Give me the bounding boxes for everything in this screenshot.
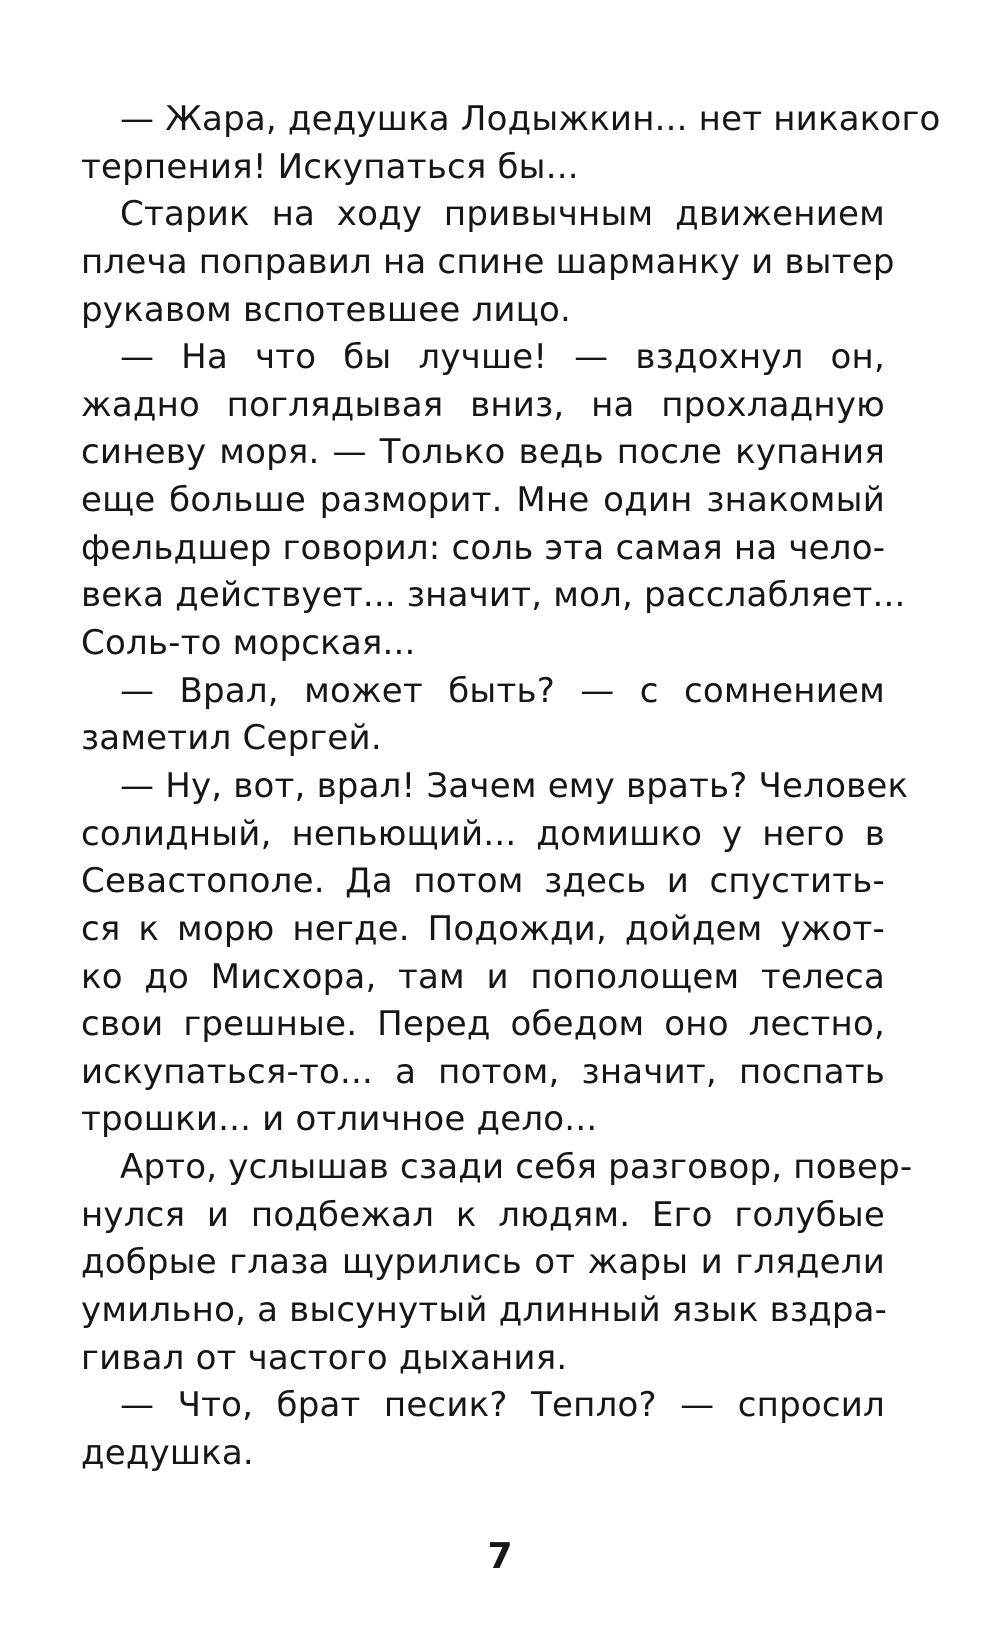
text-line: еще больше разморит. Мне один знакомый: [81, 480, 885, 521]
text-line: фельдшер говорил: соль эта самая на чело-: [81, 527, 886, 568]
text-line: — Ну, вот, врал! Зачем ему врать? Человек: [120, 765, 909, 806]
page-number: 7: [487, 1536, 513, 1577]
text-line: — Что, брат песик? Тепло? — спросил: [120, 1385, 885, 1426]
text-line: нулся и подбежал к людям. Его голубые: [81, 1194, 885, 1235]
text-line: терпения! Искупаться бы...: [81, 146, 579, 187]
text-line: Арто, услышав сзади себя разговор, повер-: [120, 1147, 913, 1188]
text-line: заметил Сергей.: [81, 718, 382, 759]
text-line: века действует... значит, мол, расслабляет...: [81, 575, 906, 616]
text-line: — На что бы лучше! — вздохнул он,: [120, 337, 885, 378]
text-line: свои грешные. Перед обедом оно лестно,: [81, 1004, 885, 1045]
text-line: — Жара, дедушка Лодыжкин... нет никакого: [120, 99, 941, 139]
text-line: гивал от частого дыхания.: [81, 1337, 568, 1378]
text-line: Старик на ходу привычным движением: [120, 194, 885, 235]
text-line: трошки... и отличное дело...: [81, 1099, 598, 1140]
text-line: плеча поправил на спине шарманку и вытер: [81, 241, 895, 282]
text-line: Соль-то морская...: [81, 623, 416, 664]
text-line: добрые глаза щурились от жары и глядели: [81, 1242, 885, 1283]
text-line: умильно, а высунутый длинный язык вздра-: [81, 1290, 888, 1331]
text-line: жадно поглядывая вниз, на прохладную: [81, 384, 885, 425]
text-line: рукавом вспотевшее лицо.: [81, 289, 572, 330]
text-line: синеву моря. — Только ведь после купания: [81, 432, 885, 473]
text-line: дедушка.: [81, 1432, 254, 1473]
body-text: [81, 96, 941, 1478]
text-line: ко до Мисхора, там и пополощем телеса: [81, 956, 885, 997]
text-line: искупаться-то... а потом, значит, поспать: [81, 1051, 885, 1092]
text-line: — Врал, может быть? — с сомнением: [120, 670, 885, 711]
text-line: Севастополе. Да потом здесь и спустить-: [81, 861, 885, 902]
text-line: солидный, непьющий... домишко у него в: [81, 813, 885, 854]
text-line: ся к морю негде. Подожди, дойдем ужот-: [81, 908, 885, 949]
